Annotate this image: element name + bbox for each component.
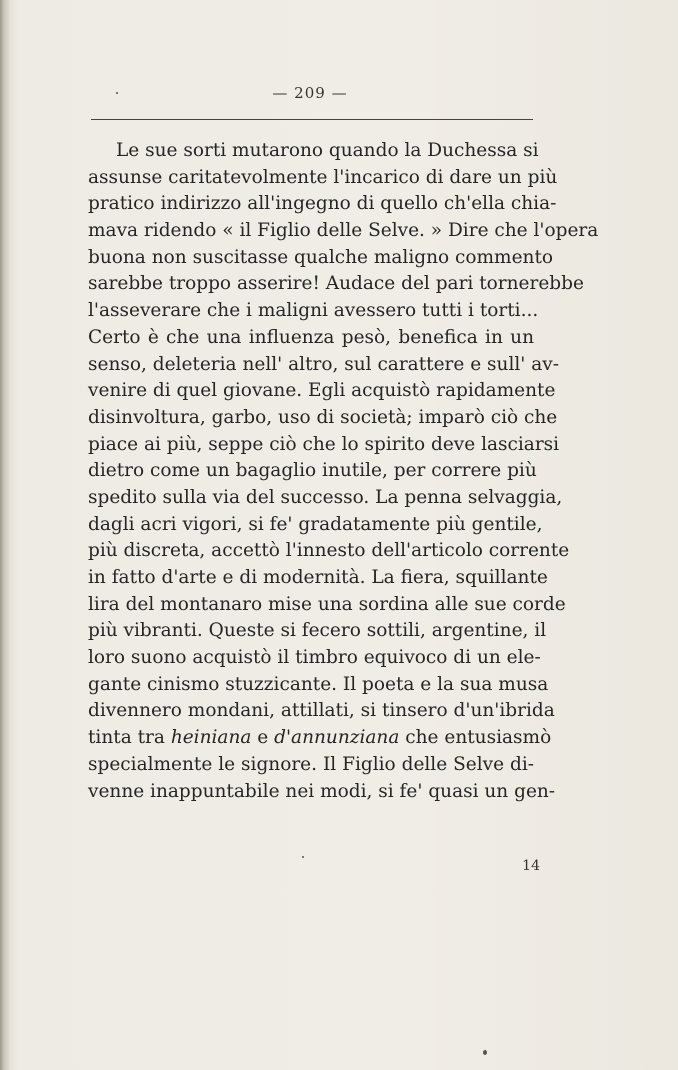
text-line: dietro come un bagaglio inutile, per correre più <box>88 460 537 482</box>
text-line: gante cinismo stuzzicante. Il poeta e la sua musa <box>88 673 549 695</box>
text-line: venire di quel giovane. Egli acquistò rapidamente <box>88 380 556 402</box>
text-line: disinvoltura, garbo, uso di società; imparò ciò che <box>88 406 558 428</box>
text-line: divennero mondani, attillati, si tinsero d'un'ibrida <box>88 700 555 722</box>
text-line: lira del montanaro mise una sordina alle sue corde <box>88 593 566 615</box>
text-line: senso, deleteria nell' altro, sul carattere e sull' av- <box>88 353 559 375</box>
text-line: l'asseverare che i maligni avessero tutti i torti... <box>88 300 539 322</box>
text-line: sarebbe troppo asserire! Audace del pari tornerebbe <box>88 273 584 295</box>
text-line-with-italics <box>88 725 552 752</box>
text-line: mava ridendo « il Figlio delle Selve. » Dire che l'opera <box>88 220 599 242</box>
text-line: più vibranti. Queste si fecero sottili, argentine, il <box>88 620 547 642</box>
text-fragment: che entusiasmò <box>399 727 552 749</box>
text-line: pratico indirizzo all'ingegno di quello ch'ella chia- <box>88 193 557 215</box>
italic-term-heiniana: heiniana <box>170 727 252 749</box>
text-line: buona non suscitasse qualche maligno commento <box>88 246 554 268</box>
text-line: loro suono acquistò il timbro equivoco di un ele- <box>88 647 541 669</box>
header-rule <box>91 119 533 120</box>
text-line: Le sue sorti mutarono quando la Duchessa si <box>116 140 539 161</box>
body-text <box>88 138 599 805</box>
text-line: più discreta, accettò l'innesto dell'articolo corrente <box>88 540 570 562</box>
italic-term-dannunziana: d'annunziana <box>274 727 400 749</box>
text-line: in fatto d'arte e di modernità. La fiera, squillante <box>88 567 548 588</box>
text-line: assunse caritatevolmente l'incarico di dare un più <box>88 166 558 188</box>
text-line: specialmente le signore. Il Figlio delle Selve di- <box>88 753 534 775</box>
page-edge-shadow <box>0 0 10 1070</box>
print-speck <box>483 1050 487 1055</box>
text-line: piace ai più, seppe ciò che lo spirito deve lasciarsi <box>88 433 560 455</box>
text-fragment: e <box>251 727 275 749</box>
signature-mark: 14 <box>522 858 540 874</box>
text-line: Certo è che una influenza pesò, benefica in un <box>88 326 534 348</box>
print-speck <box>116 92 118 94</box>
text-line: venne inappuntabile nei modi, si fe' quasi un gen- <box>88 780 556 802</box>
text-line: dagli acri vigori, si fe' gradatamente più gentile, <box>88 513 543 535</box>
page-number-header: — 209 — <box>272 84 348 102</box>
text-line: spedito sulla via del successo. La penna selvaggia, <box>88 486 563 508</box>
print-speck <box>302 856 304 858</box>
text-fragment: tinta tra <box>88 727 171 749</box>
